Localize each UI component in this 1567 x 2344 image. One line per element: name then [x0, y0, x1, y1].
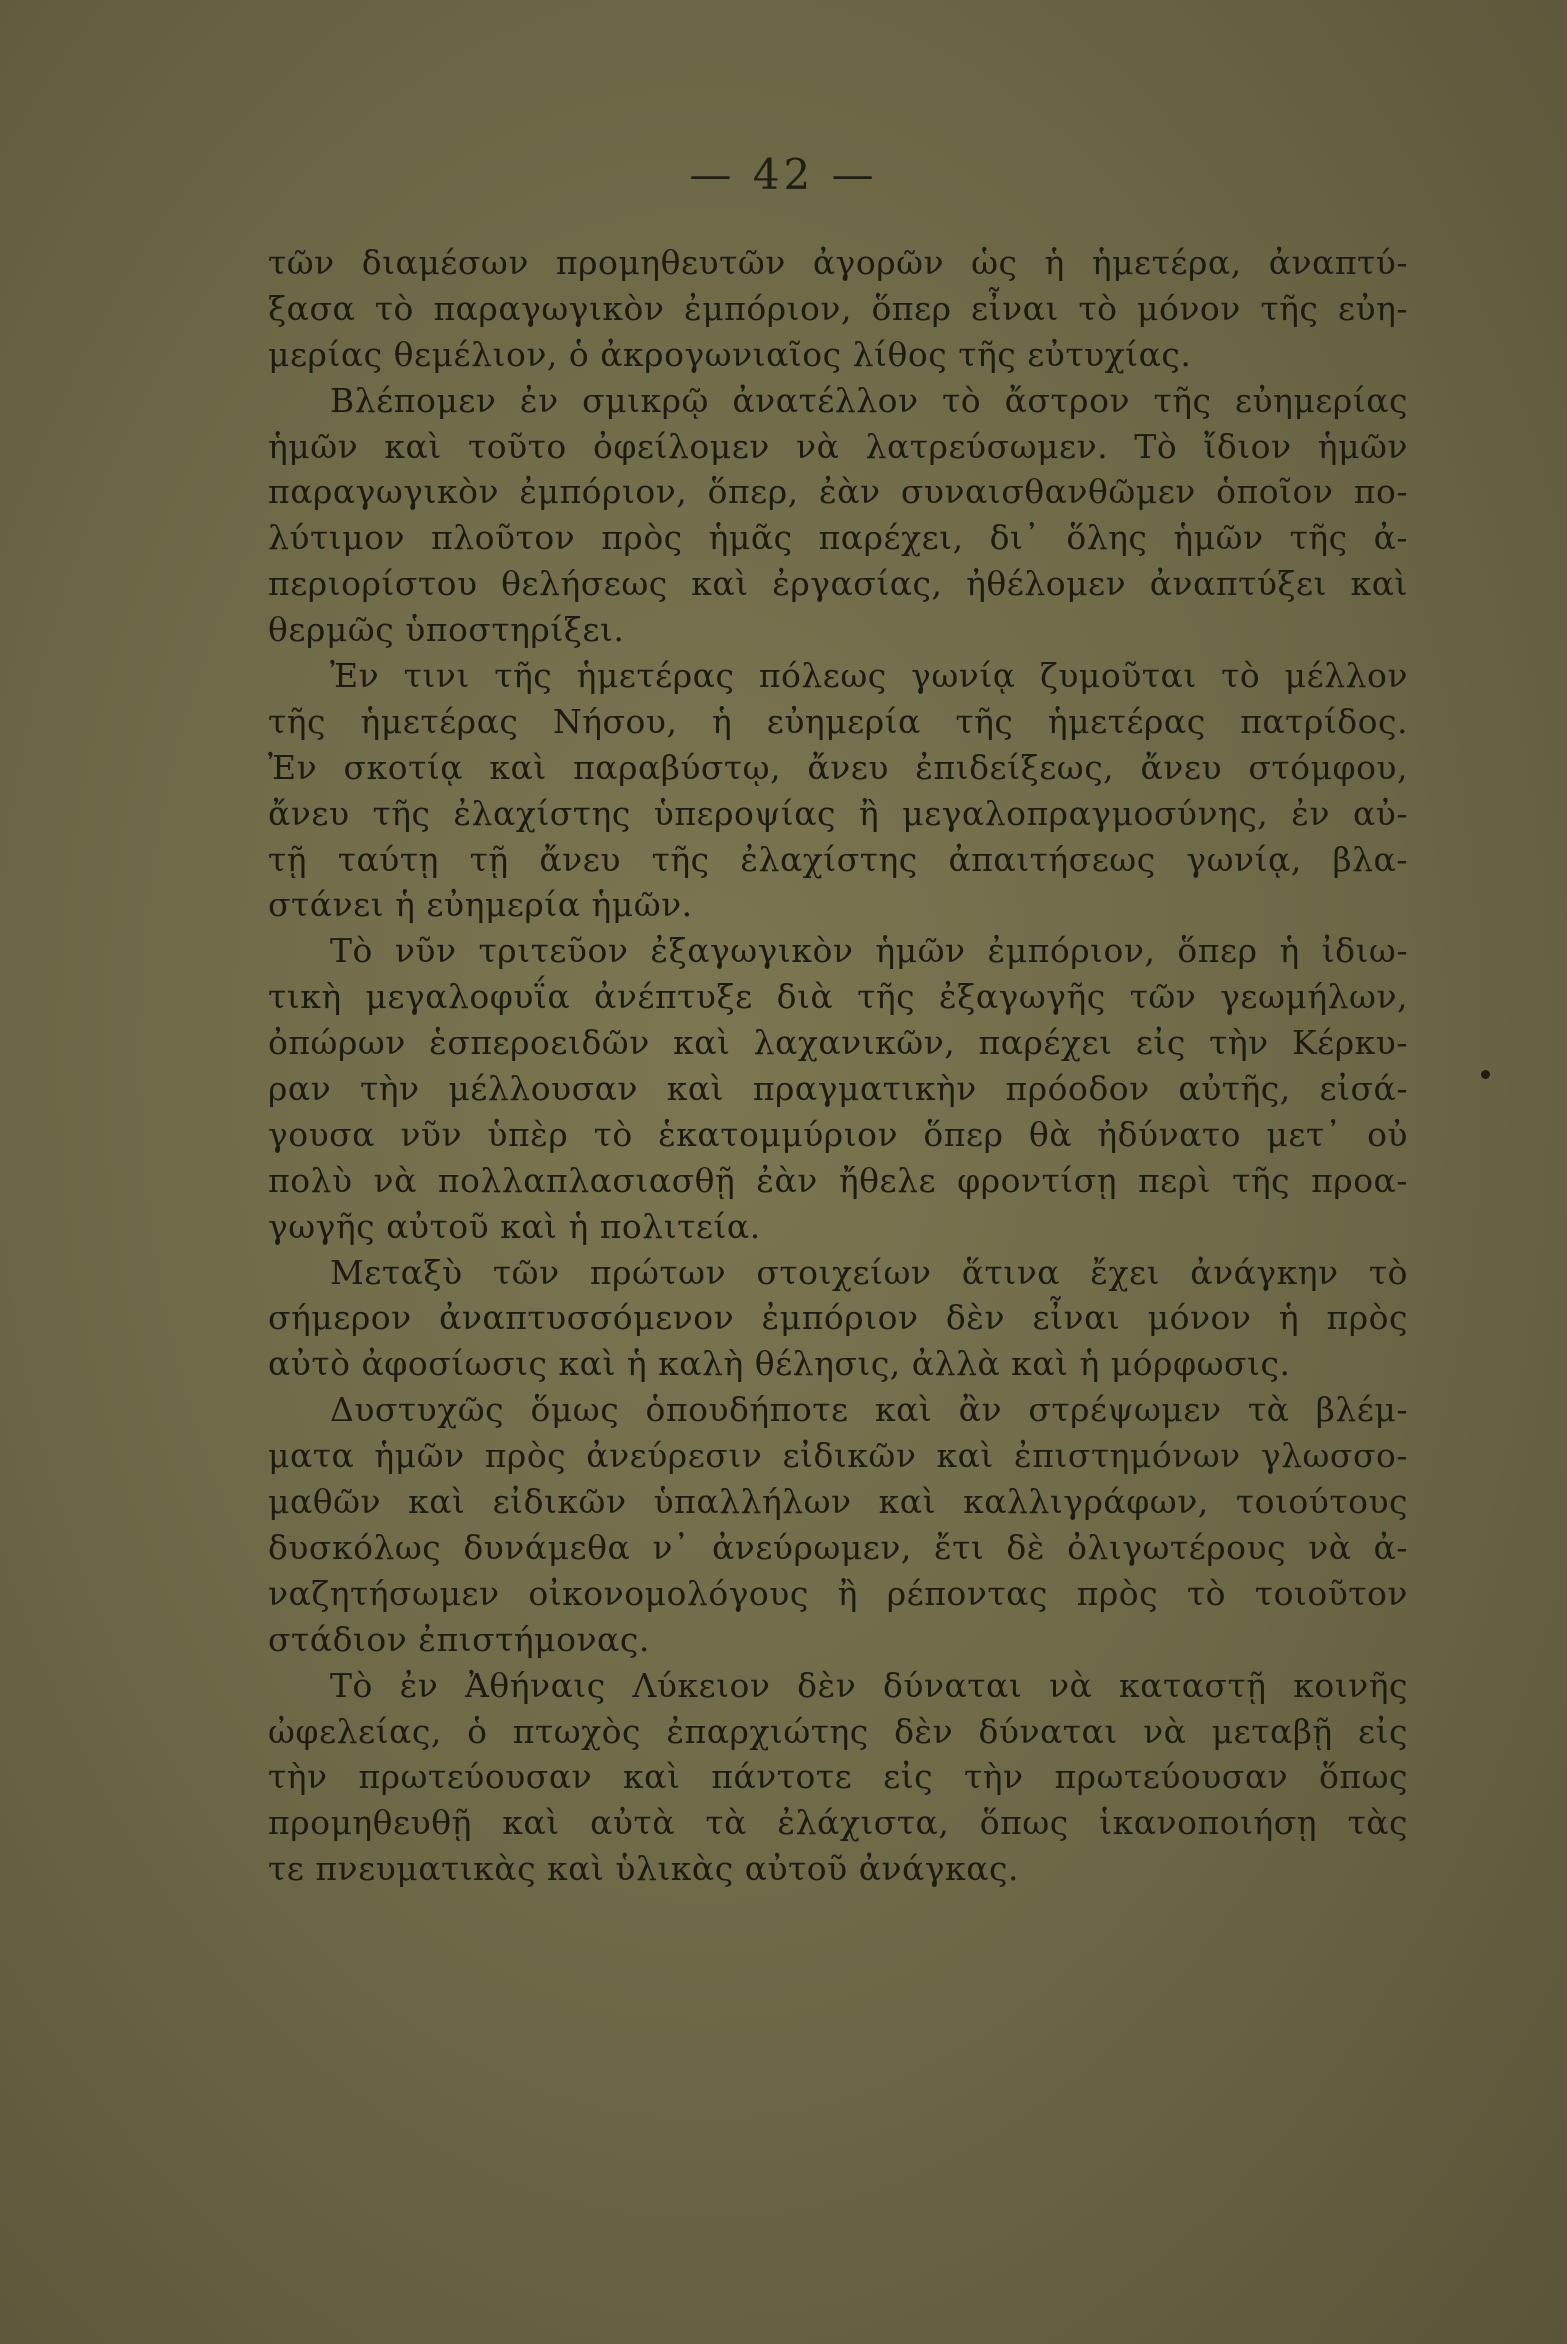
text-line: γουσα νῦν ὑπὲρ τὸ ἑκατομμύριον ὅπερ θὰ ἠδύνατο μετ᾽ οὐ	[268, 1114, 1408, 1154]
ink-speck	[1481, 1070, 1490, 1079]
text-line: προμηθευθῇ καὶ αὐτὰ τὰ ἐλάχιστα, ὅπως ἱκανοποιήσῃ τὰς	[268, 1803, 1408, 1843]
body-text	[268, 240, 1408, 1892]
text-line: ξασα τὸ παραγωγικὸν ἐμπόριον, ὅπερ εἶναι τὸ μόνον τῆς εὐη-	[268, 288, 1408, 328]
text-line: σήμερον ἀναπτυσσόμενον ἐμπόριον δὲν εἶναι μόνον ἡ πρὸς	[268, 1298, 1408, 1338]
text-line: ἡμῶν καὶ τοῦτο ὀφείλομεν νὰ λατρεύσωμεν. Τὸ ἴδιον ἡμῶν	[268, 426, 1408, 466]
text-line: τὴν πρωτεύουσαν καὶ πάντοτε εἰς τὴν πρωτεύουσαν ὅπως	[268, 1757, 1408, 1797]
text-line: θερμῶς ὑποστηρίξει.	[268, 610, 625, 650]
text-line: Μεταξὺ τῶν πρώτων στοιχείων ἅτινα ἔχει ἀνάγκην τὸ	[330, 1252, 1408, 1292]
text-line: ραν τὴν μέλλουσαν καὶ πραγματικὴν πρόοδον αὐτῆς, εἰσά-	[268, 1069, 1408, 1109]
text-line: τικὴ μεγαλοφυΐα ἀνέπτυξε διὰ τῆς ἐξαγωγῆς τῶν γεωμήλων,	[268, 977, 1408, 1017]
text-line: Ἐν σκοτίᾳ καὶ παραβύστῳ, ἄνευ ἐπιδείξεως, ἄνευ στόμφου,	[268, 747, 1408, 787]
text-line: τῶν διαμέσων προμηθευτῶν ἀγορῶν ὡς ἡ ἡμετέρα, ἀναπτύ-	[268, 243, 1408, 282]
text-line: τε πνευματικὰς καὶ ὑλικὰς αὐτοῦ ἀνάγκας.	[268, 1849, 1019, 1889]
text-line: στάδιον ἐπιστήμονας.	[268, 1619, 650, 1659]
text-line: λύτιμον πλοῦτον πρὸς ἡμᾶς παρέχει, δι᾽ ὅλης ἡμῶν τῆς ἀ-	[268, 518, 1408, 558]
text-line: ὠφελείας, ὁ πτωχὸς ἐπαρχιώτης δὲν δύναται νὰ μεταβῇ εἰς	[268, 1711, 1408, 1751]
text-line: Βλέπομεν ἐν σμικρῷ ἀνατέλλον τὸ ἄστρον τῆς εὐημερίας	[330, 380, 1408, 420]
text-line: αὐτὸ ἀφοσίωσις καὶ ἡ καλὴ θέλησις, ἀλλὰ καὶ ἡ μόρφωσις.	[268, 1344, 1291, 1384]
text-line: ματα ἡμῶν πρὸς ἀνεύρεσιν εἰδικῶν καὶ ἐπιστημόνων γλωσσο-	[268, 1436, 1408, 1476]
text-line: ἄνευ τῆς ἐλαχίστης ὑπεροψίας ἢ μεγαλοπραγμοσύνης, ἐν αὐ-	[268, 793, 1408, 833]
text-line: ὀπώρων ἑσπεροειδῶν καὶ λαχανικῶν, παρέχει εἰς τὴν Κέρκυ-	[268, 1023, 1408, 1063]
text-line: Τὸ νῦν τριτεῦον ἐξαγωγικὸν ἡμῶν ἐμπόριον, ὅπερ ἡ ἰδιω-	[330, 931, 1408, 971]
text-line: πολὺ νὰ πολλαπλασιασθῇ ἐὰν ἤθελε φροντίσῃ περὶ τῆς προα-	[268, 1160, 1408, 1200]
text-line: Δυστυχῶς ὅμως ὁπουδήποτε καὶ ἂν στρέψωμεν τὰ βλέμ-	[330, 1390, 1408, 1430]
text-line: τῇ ταύτῃ τῇ ἄνευ τῆς ἐλαχίστης ἀπαιτήσεως γωνίᾳ, βλα-	[268, 839, 1408, 879]
text-line: Τὸ ἐν Ἀθήναις Λύκειον δὲν δύναται νὰ καταστῇ κοινῆς	[330, 1665, 1408, 1705]
text-line: μαθῶν καὶ εἰδικῶν ὑπαλλήλων καὶ καλλιγράφων, τοιούτους	[268, 1482, 1408, 1522]
text-line: γωγῆς αὐτοῦ καὶ ἡ πολιτεία.	[268, 1206, 761, 1246]
text-line: τῆς ἡμετέρας Νήσου, ἡ εὐημερία τῆς ἡμετέρας πατρίδος.	[268, 701, 1408, 741]
text-line: περιορίστου θελήσεως καὶ ἐργασίας, ἠθέλομεν ἀναπτύξει καὶ	[268, 564, 1408, 604]
page-number: — 42 —	[689, 150, 878, 199]
text-line: στάνει ἡ εὐημερία ἡμῶν.	[268, 885, 693, 925]
text-line: παραγωγικὸν ἐμπόριον, ὅπερ, ἐὰν συναισθανθῶμεν ὁποῖον πο-	[268, 472, 1408, 512]
text-line: Ἐν τινι τῆς ἡμετέρας πόλεως γωνίᾳ ζυμοῦται τὸ μέλλον	[330, 656, 1408, 696]
text-line: ναζητήσωμεν οἰκονομολόγους ἢ ρέποντας πρὸς τὸ τοιοῦτον	[268, 1573, 1408, 1613]
text-line: δυσκόλως δυνάμεθα ν᾽ ἀνεύρωμεν, ἔτι δὲ ὀλιγωτέρους νὰ ἀ-	[268, 1527, 1408, 1567]
text-line: μερίας θεμέλιον, ὁ ἀκρογωνιαῖος λίθος τῆς εὐτυχίας.	[268, 334, 1192, 374]
